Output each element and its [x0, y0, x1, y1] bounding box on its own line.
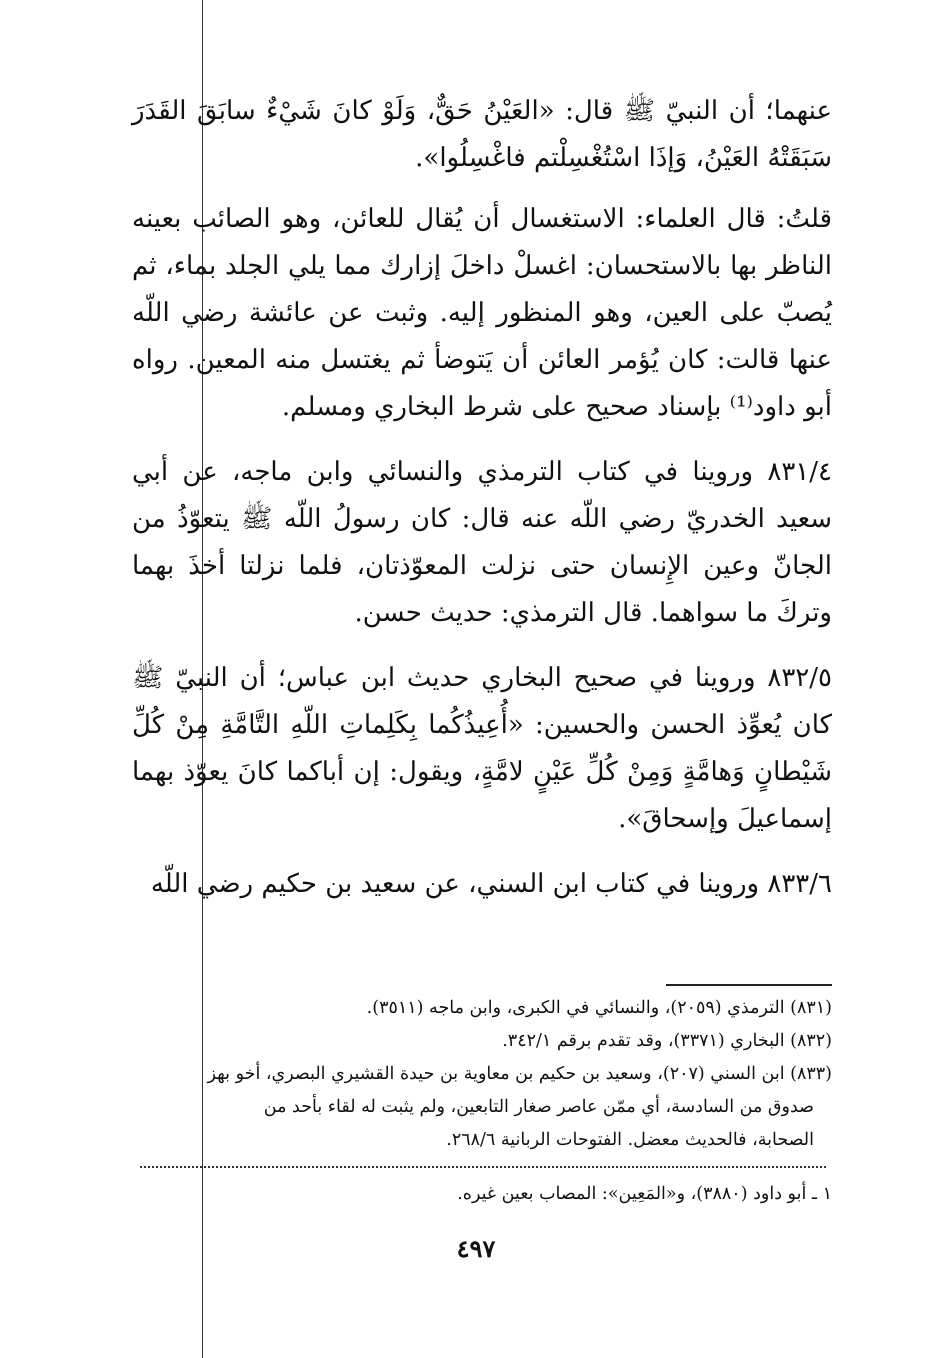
footnote-832: (٨٣٢) البخاري (٣٣٧١)، وقد تقدم برقم ٣٤٢/١. — [502, 1031, 832, 1051]
dotted-separator — [140, 1166, 826, 1168]
main-text — [132, 88, 832, 926]
paragraph-833: ٨٣٣/٦ وروينا في كتاب ابن السني، عن سعيد بن حكيم رضي اللّه — [150, 869, 832, 899]
paragraph-hadith-ayn: عنهما؛ أن النبيّ ﷺ قال: «العَيْنُ حَقٌّ، وَلَوْ كانَ شَيْءٌ سابَقَ القَدَرَ سَبَقَتْهُ العَيْنُ، وَإذَا اسْتُغْسِلْتم فاغْسِلُوا». — [132, 96, 832, 173]
paragraph-831: ٨٣١/٤ وروينا في كتاب الترمذي والنسائي وابن ماجه، عن أبي سعيد الخدريّ رضي اللّه عنه قال: كان رسولُ اللّه ﷺ يتعوّذُ من الجانّ وعين الإِنسان حتى نزلت المعوّذتان، فلما نزلتا أخذَ بهما وتركَ ما سواهما. قال الترمذي: حديث حسن. — [132, 457, 832, 628]
page-number: ٤٩٧ — [456, 1234, 496, 1263]
footnote-833: (٨٣٣) ابن السني (٢٠٧)، وسعيد بن حكيم بن معاوية بن حيدة القشيري البصري، أخو بهز — [207, 1064, 832, 1084]
footnote-833-line-3: الصحابة، فالحديث معضل. الفتوحات الربانية ٢٦٨/٦. — [446, 1130, 814, 1150]
marginal-footnote — [132, 1178, 832, 1211]
paragraph-istighsal: قلتُ: قال العلماء: الاستغسال أن يُقال للعائن، وهو الصائب بعينه الناظر بها بالاستحسان: اغسلْ داخلَ إزارك مما يلي الجلد بماء، ثم يُصبّ على العين، وهو المنظور إليه. وثبت عن عائشة رضي اللّه عنها قالت: كان يُؤمر العائن أن يَتوضأ ثم يغتسل منه المعين. رواه أبو داود⁽¹⁾ بإسناد صحيح على شرط البخاري ومسلم. — [132, 204, 832, 422]
footnote-831: (٨٣١) الترمذي (٢٠٥٩)، والنسائي في الكبرى، وابن ماجه (٣٥١١). — [366, 998, 832, 1018]
footnote-833-line-2: صدوق من السادسة، أي ممّن عاصر صغار التابعين، ولم يثبت له لقاء بأحد من — [263, 1097, 814, 1117]
footnote-separator — [666, 984, 832, 986]
footnotes — [132, 992, 832, 1157]
footnote-abu-dawud: ١ ـ أبو داود (٣٨٨٠)، و«المَعِين»: المصاب بعين غيره. — [457, 1184, 832, 1204]
paragraph-832: ٨٣٢/٥ وروينا في صحيح البخاري حديث ابن عباس؛ أن النبيّ ﷺ كان يُعوِّذ الحسن والحسين: «أُعِيذُكُما بِكَلِماتِ اللّهِ التَّامَّةِ مِنْ كُلِّ شَيْطانٍ وَهامَّةٍ وَمِنْ كُلِّ عَيْنٍ لامَّةٍ، ويقول: إن أباكما كانَ يعوّذ بهما إسماعيلَ وإسحاقَ». — [132, 663, 832, 834]
